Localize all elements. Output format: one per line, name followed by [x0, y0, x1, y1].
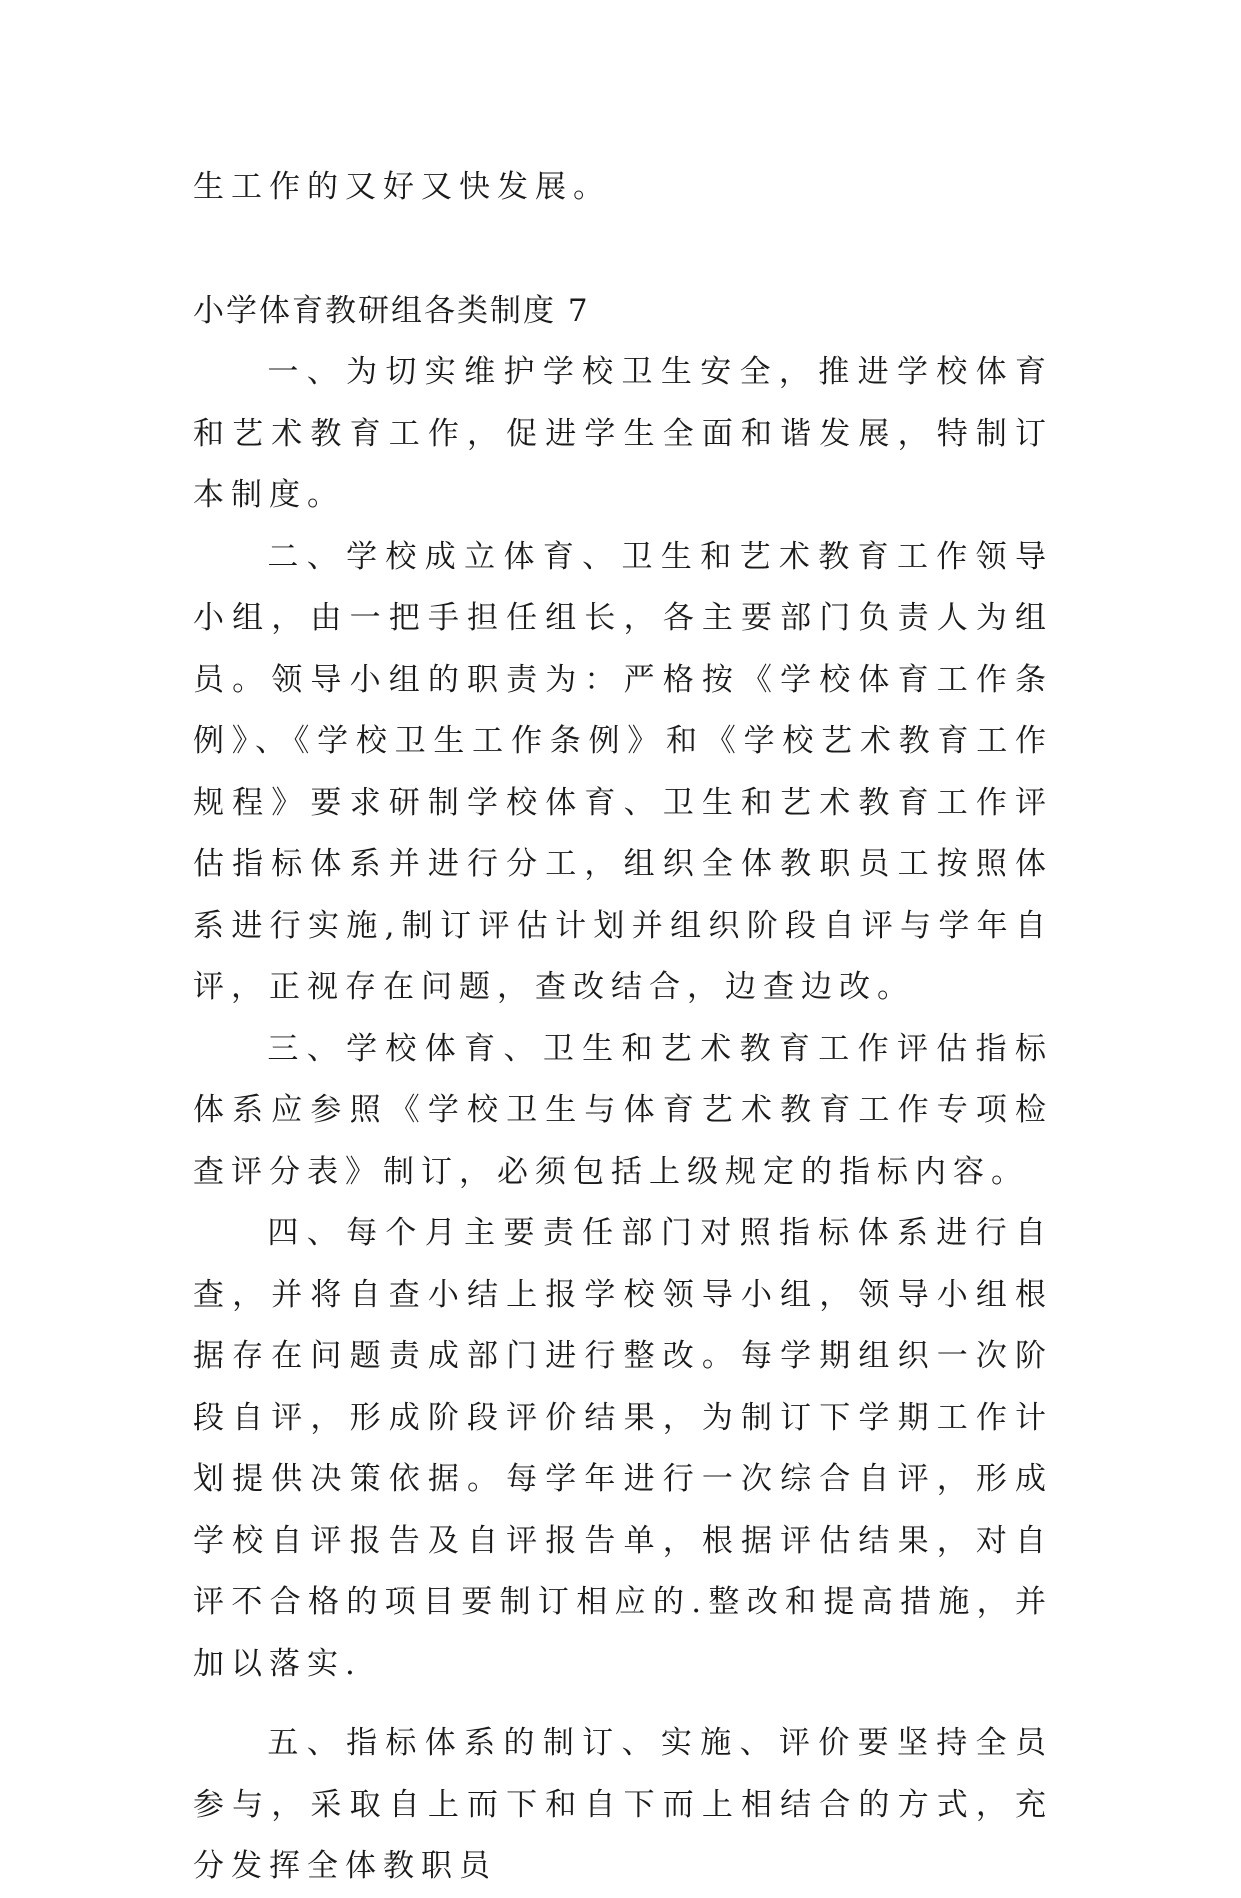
paragraph-4: 四、每个月主要责任部门对照指标体系进行自查，并将自查小结上报学校领导小组，领导小组根据存在问题责成部门进行整改。每学期组织一次阶段自评，形成阶段评价结果，为制订下学期工作计划提供决策依据。每学年进行一次综合自评，形成学校自评报告及自评报告单，根据评估结果，对自评不合格的项目要制订相应的.整改和提高措施，并加以落实.: [193, 1215, 1053, 1682]
section-heading: 小学体育教研组各类制度 7: [193, 293, 590, 329]
continuation-text: 生工作的又好又快发展。: [193, 169, 611, 205]
paragraph-3: 三、学校体育、卫生和艺术教育工作评估指标体系应参照《学校卫生与体育艺术教育工作专项检查评分表》制订，必须包括上级规定的指标内容。: [193, 1030, 1053, 1190]
paragraph-5: 五、指标体系的制订、实施、评价要坚持全员参与，采取自上而下和自下而上相结合的方式，充分发挥全体教职员: [193, 1725, 1053, 1884]
paragraph-2: 二、学校成立体育、卫生和艺术教育工作领导小组，由一把手担任组长，各主要部门负责人为组员。领导小组的职责为：严格按《学校体育工作条例》、《学校卫生工作条例》和《学校艺术教育工作规程》要求研制学校体育、卫生和艺术教育工作评估指标体系并进行分工，组织全体教职员工按照体系进行实施,制订评估计划并组织阶段自评与学年自评，正视存在问题，查改结合，边查边改。: [193, 538, 1053, 1005]
paragraph-1: 一、为切实维护学校卫生安全，推进学校体育和艺术教育工作，促进学生全面和谐发展，特制订本制度。: [193, 354, 1053, 513]
document-body: [193, 342, 1053, 1898]
